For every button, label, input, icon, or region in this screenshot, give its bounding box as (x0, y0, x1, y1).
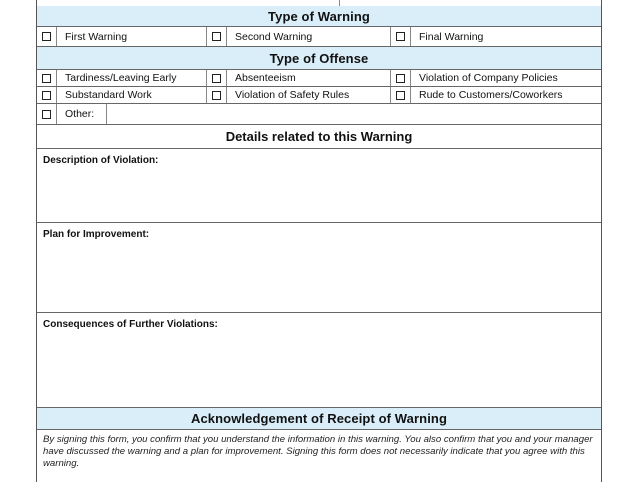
tardiness-label: Tardiness/Leaving Early (57, 70, 207, 86)
type-of-warning-title: Type of Warning (268, 8, 370, 24)
other-checkbox[interactable] (37, 104, 57, 124)
rude-customers-checkbox[interactable] (391, 87, 411, 103)
substandard-work-checkbox[interactable] (37, 87, 57, 103)
acknowledgement-header (37, 408, 601, 430)
company-policies-label: Violation of Company Policies (419, 72, 558, 84)
safety-rules-label: Violation of Safety Rules (227, 87, 391, 103)
description-of-violation-field[interactable] (37, 149, 601, 223)
details-title: Details related to this Warning (225, 129, 413, 144)
details-header (37, 125, 601, 149)
offense-other-row (37, 104, 601, 125)
absenteeism-checkbox[interactable] (207, 70, 227, 86)
other-input[interactable] (107, 104, 601, 124)
warning-form (36, 0, 602, 482)
plan-for-improvement-field[interactable] (37, 223, 601, 313)
substandard-work-label: Substandard Work (57, 87, 207, 103)
offense-row-1 (37, 70, 601, 87)
offense-row-2 (37, 87, 601, 104)
first-warning-label: First Warning (57, 27, 207, 46)
final-warning-checkbox[interactable] (391, 27, 411, 46)
description-label: Description of Violation: (43, 155, 159, 166)
plan-label: Plan for Improvement: (43, 229, 150, 240)
warning-options-row (37, 27, 601, 47)
acknowledgement-title: Acknowledgement of Receipt of Warning (190, 411, 447, 426)
consequences-field[interactable] (37, 313, 601, 408)
acknowledgement-text: By signing this form, you confirm that you understand the information in this warning. You also confirm that you and your manager have discussed the warning and a plan for improvement. Signing this form does not necessarily indicate that you agree with this warning. (43, 434, 593, 469)
second-warning-label: Second Warning (227, 27, 391, 46)
tardiness-checkbox[interactable] (37, 70, 57, 86)
acknowledgement-body (37, 430, 601, 482)
first-warning-checkbox[interactable] (37, 27, 57, 46)
rude-customers-label: Rude to Customers/Coworkers (419, 89, 563, 101)
final-warning-label: Final Warning (419, 30, 484, 43)
consequences-label: Consequences of Further Violations: (43, 319, 218, 330)
other-label: Other: (57, 104, 107, 124)
second-warning-checkbox[interactable] (207, 27, 227, 46)
type-of-offense-header (37, 47, 601, 70)
type-of-offense-title: Type of Offense (269, 50, 369, 66)
safety-rules-checkbox[interactable] (207, 87, 227, 103)
absenteeism-label: Absenteeism (227, 70, 391, 86)
company-policies-checkbox[interactable] (391, 70, 411, 86)
type-of-warning-header (37, 6, 601, 27)
